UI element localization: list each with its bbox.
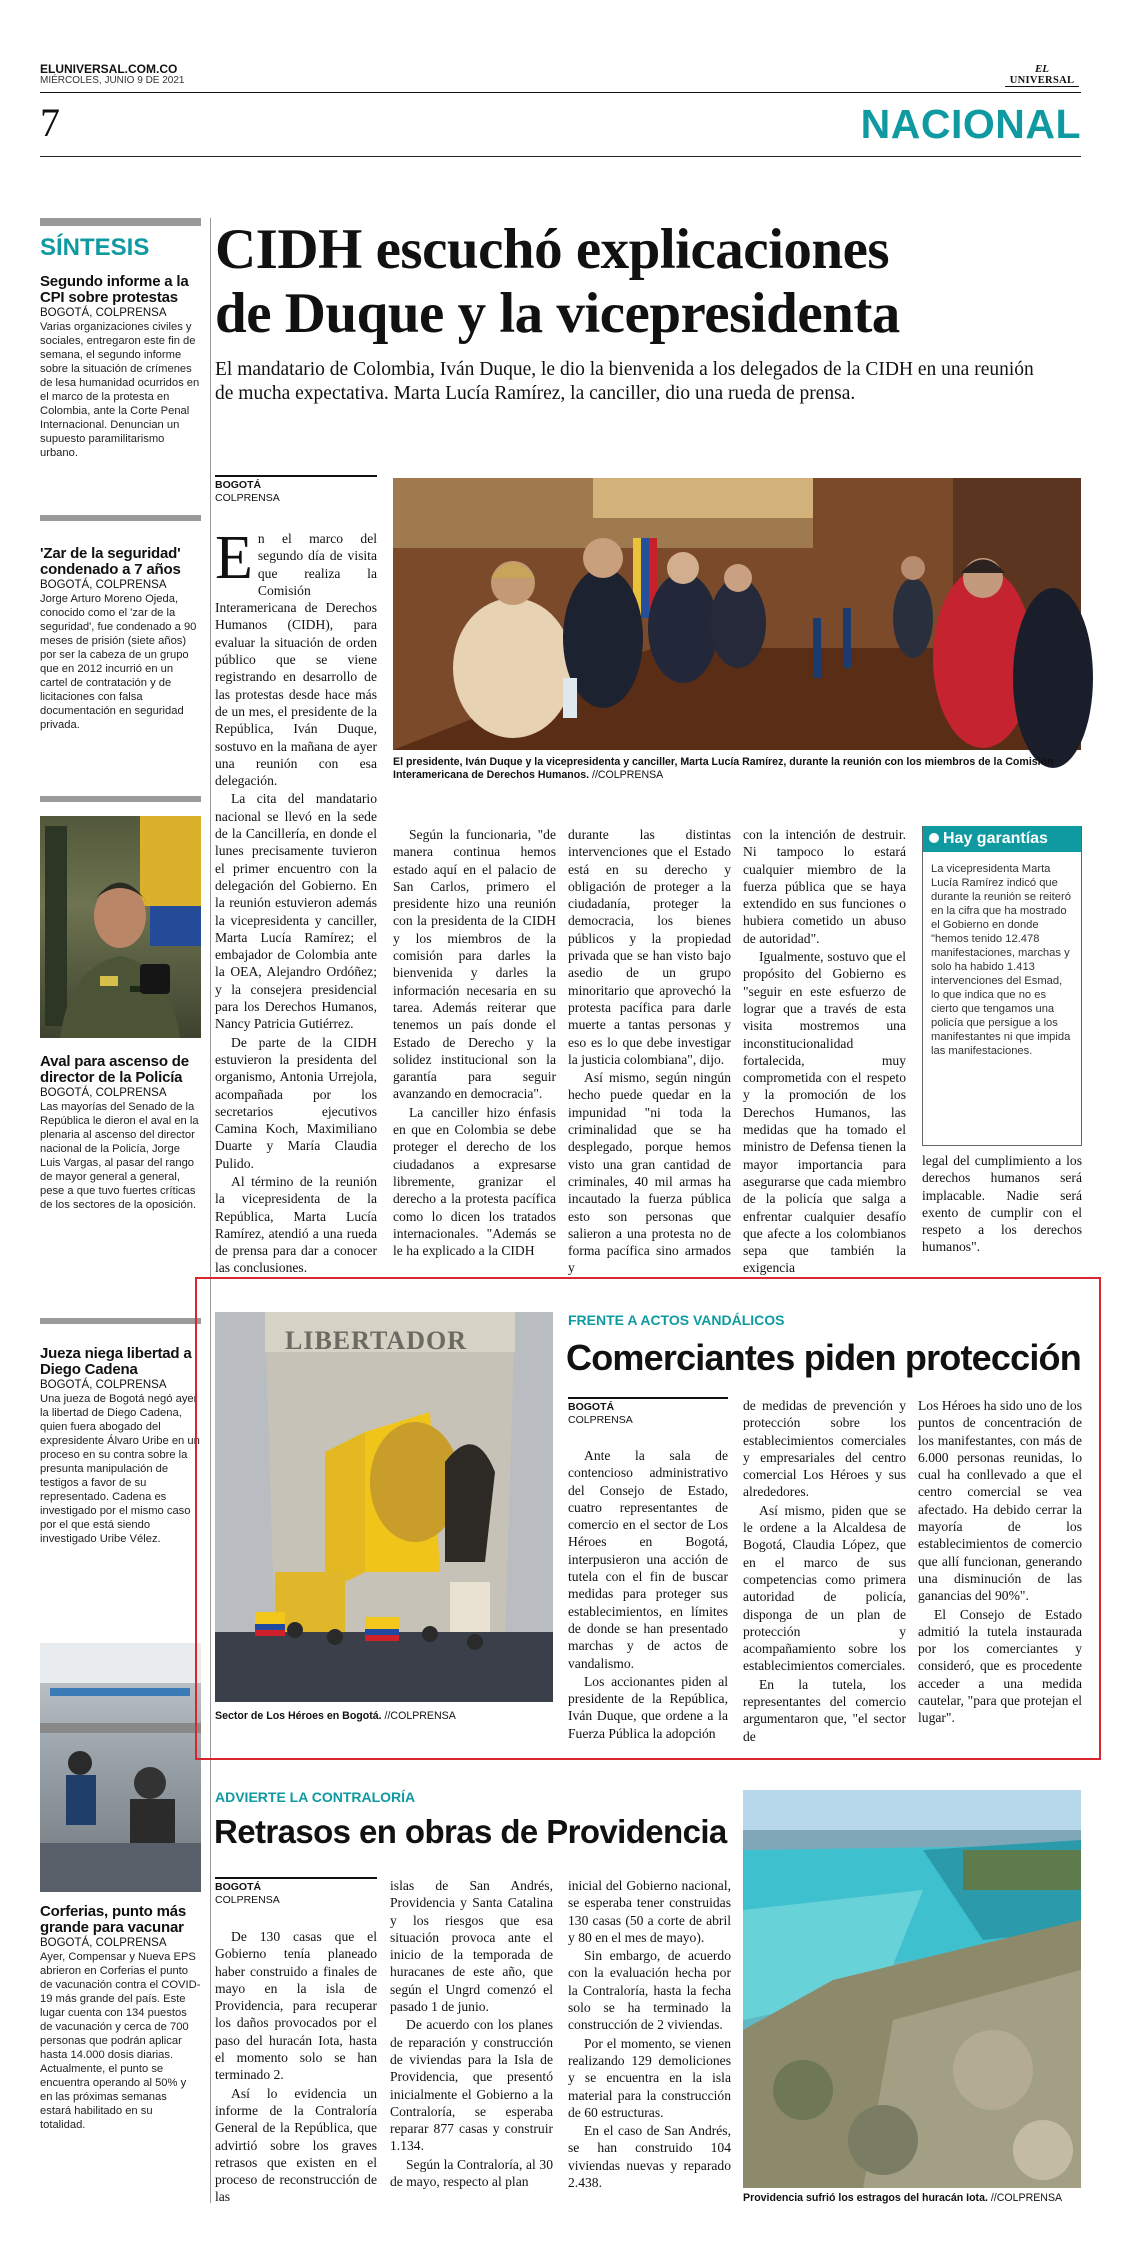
section-rule [40,156,1081,157]
guarantees-box [922,826,1082,1146]
brief-location: BOGOTÁ, COLPRENSA [40,1379,167,1391]
guarantees-box-text: La vicepresidenta Marta Lucía Ramírez indicó que durante la reunión se reiteró en la cifra que ha mostrado el Gobierno en donde "hemos tenido 12.478 manifestaciones, marchas y solo ha habido 1.413 intervenciones del Esmad, lo que indica que no es cierto que tengamos una policía que persigue a los manifestantes ni que impida las manifestaciones. [931,863,1071,1057]
second-column-1: Ante la sala de contencioso administrativo del Consejo de Estado, cuatro representantes de comercio en el sector de Los Héroes en Bogotá, interpusieron una acción de tutela con el fin de buscar medidas para proteger sus establecimientos, en límites de donde se han presentado marchas y de actos de vandalismo. Los accionantes piden al presidente de la República, Iván Duque, que ordene a la Fuerza Pública la adopción [568,1448,728,1741]
brief-text: Jorge Arturo Moreno Ojeda, conocido como el 'zar de la seguridad', fue condenado a 90 meses de prisión (siete años) por ser la cabeza de un grupo que en 2012 incurrió en un cartel de contratación y de licitaciones con falsa documentación en seguridad privada. [40,593,197,731]
masthead-rule [40,92,1081,93]
second-column-3: Los Héroes ha sido uno de los puntos de concentración de los manifestantes, con más de 6.000 personas reunidas, lo cual ha conllevado a que el centro comercial se vea afectado. Ha debido cerrar la mayoría de los establecimientos de comercio que allí funcionan, generando una disminución de las ganancias del 90%". El Consejo de Estado admitió la tutela instaurada por los comerciantes y consideró, que es procedente acceder a una medida cautelar, "para que protejan el lugar". [918,1398,1082,1726]
sidebar-top-bar [40,218,201,226]
brief-headline[interactable]: Segundo informe a la CPI sobre protestas [40,273,189,306]
brief-headline[interactable]: Aval para ascenso de director de la Policía [40,1053,189,1086]
section-title[interactable]: NACIONAL [860,101,1081,147]
lead-column-1: En el marco del segundo día de visita que realiza la Comisión Interamericana de Derechos Humanos (CIDH), para evaluar la situación de orden público que se viene registrando en desarrollo de las protestas desde hace más de un mes, el presidente de la República, Iván Duque, sostuvo en la mañana de ayer una reunión con esa delegación. La cita del mandatario nacional se llevó en la sede de la Cancillería, en donde el lunes precisamente tuvieron el primer encuentro con la delegación del Gobierno. En la reunión estuvieron además la vicepresidenta y canciller, Marta Lucía Ramírez; el embajador de Colombia ante la OEA, Alejandro Ordóñez; y la consejera presidencial para los Derechos Humanos, Nancy Patricia Gutiérrez. De parte de la CIDH estuvieron la presidenta del organismo, Antonia Urrejola, acompañada por los secretarios ejecutivos Camina Koch, Maximiliano Duarte y María Claudia Pulido. Al término de la reunión la vicepresidenta de la República, Marta Lucía Ramírez, atendió a una rueda de prensa para dar a conocer las conclusiones. [215,524,377,1276]
monument-photo [215,1312,553,1702]
lead-headline[interactable]: CIDH escuchó explicaciones de Duque y la vicepresidenta [215,218,900,345]
brief-text: Ayer, Compensar y Nueva EPS abrieron en Corferias el punto de vacunación contra el COVID-19 más grande del país. Este lugar cuenta con 134 puestos de vacunación y cerca de 700 personas que podrán aplicar hasta 14.000 dosis diarias. Actualmente, el punto se encuentra operando al 50% y en las próximas semanas estará habilitado en su totalidad. [40,1951,201,2131]
brief-1[interactable] [40,274,201,499]
brief-location: BOGOTÁ, COLPRENSA [40,1087,167,1099]
third-headline[interactable]: Retrasos en obras de Providencia [214,1813,727,1850]
brief-text: Varias organizaciones civiles y sociales, entregaron este fin de semana, el segundo informe sobre la situación de crímenes de lesa humanidad ocurridos en el marco de la protesta en Colombia, ante la Corte Penal Internacional. Denuncian un supuesto paramilitarismo urbano. [40,321,200,459]
dropcap: E [215,524,253,592]
second-byline: BOGOTÁ COLPRENSA [568,1397,728,1427]
site-url[interactable]: ELUNIVERSAL.COM.CO [40,62,178,76]
lead-column-4: con la intención de destruir. Ni tampoco lo estará cualquier miembro de la fuerza pública que se haya extendido en sus funciones o hubiera cometido un abuso de autoridad". Igualmente, sostuvo que el propósito del Gobierno es "seguir en este esfuerzo de lograr que a través de esta visita mostremos una inconstitucionalidad fortalecida, muy comprometida con el respeto y la promoción de los Derechos Humanos, las medidas que ha tomado el ministro de Defensa tienen la mayor importancia para asegurarse que cada miembro de la policía que salga a enfrentar cualquier desafío que afecte a los colombianos sepa que también la exigencia [743,827,906,1276]
issue-date: MIÉRCOLES, JUNIO 9 DE 2021 [40,75,185,86]
brief-location: BOGOTÁ, COLPRENSA [40,307,167,319]
vaccination-photo [40,1643,201,1892]
second-column-2: de medidas de prevención y protección sobre los establecimientos comerciales y empresariales del centro comercial Los Héroes y sus alrededores. Así mismo, piden que se le ordene a la Alcaldesa de Bogotá, Claudia López, que en el marco de sus competencias como primera autoridad de policía, disponga de un plan de protección y acompañamiento sobre los establecimientos comerciales. En la tutela, los representantes del comercio argumentaron que, "el sector de [743,1398,906,1744]
brief-location: BOGOTÁ, COLPRENSA [40,1937,167,1949]
sidebar-divider [40,796,201,802]
brief-headline[interactable]: 'Zar de la seguridad' condenado a 7 años [40,545,181,578]
brief-4[interactable] [40,1346,201,1578]
sidebar-divider [40,515,201,521]
third-column-2: islas de San Andrés, Providencia y Santa Catalina y los riesgos que esa situación provoca ante el inicio de la temporada de huracanes de este año, que según el Ungrd comenzó el pasado 1 de junio. De acuerdo con los planes de reparación y construcción de viviendas para la Isla de Providencia, que presentó inicialmente el Gobierno a la Contraloría, se esperaba reparar 877 casas y construir 1.134. Según la Contraloría, al 30 de mayo, respecto al plan [390,1878,553,2190]
bullet-icon [929,833,939,843]
lead-photo-caption: El presidente, Iván Duque y la vicepresidenta y canciller, Marta Lucía Ramírez, durante la reunión con los miembros de la Comisión Interamericana de Derechos Humanos. //COLPRENSA [393,756,1054,781]
police-director-photo [40,816,201,1038]
sidebar-title: SÍNTESIS [40,234,150,261]
sidebar-divider [40,1318,201,1324]
lead-deck: El mandatario de Colombia, Iván Duque, le dio la bienvenida a los delegados de la CIDH en una reunión de mucha expectativa. Marta Lucía Ramírez, la canciller, dio una rueda de prensa. [215,359,1034,404]
brief-location: BOGOTÁ, COLPRENSA [40,579,167,591]
third-byline: BOGOTÁ COLPRENSA [215,1877,377,1907]
providencia-photo [743,1790,1081,2188]
lead-column-5: legal del cumplimiento a los derechos humanos será implacable. Nadie será exento de cumplir con el respeto a los derechos humanos". [922,1153,1082,1255]
brief-text: Las mayorías del Senado de la República le dieron el aval en la plenaria al ascenso del director nacional de la Policía, Jorge Luis Vargas, al pasar del rango de mayor general a general, pese a que tuvo fuertes críticas de los sectores de la oposición. [40,1101,199,1211]
newspaper-logo: EL UNIVERSAL [1005,64,1079,87]
sidebar-column-rule [210,218,211,2203]
page-number: 7 [40,100,60,145]
lead-photo [393,478,1081,750]
lead-column-3: durante las distintas intervenciones que el Estado está en su derecho y obligación de proteger a la ciudadanía, proteger la democracia, los bienes públicos y la propiedad privada que se han visto bajo asedio de un grupo minoritario que aprovechó la protesta pacífica para darle muerte a tantas personas y eso es lo que debe investigar la justicia colombiana", dijo. Así mismo, según ningún hecho puede quedar en la impunidad "ni toda la criminalidad que se ha desplegado, porque hemos visto una gran cantidad de criminales, 40 mil armas ha incautado la fuerza pública esto son personas que salieron a una protesta no de forma pacífica sino armados y [568,827,731,1276]
second-kicker: FRENTE A ACTOS VANDÁLICOS [568,1312,785,1328]
third-column-1: De 130 casas que el Gobierno tenía planeado haber construido a finales de mayo en la isla de Providencia, para recuperar los daños provocados por el paso del huracán Iota, hasta el momento solo se han terminado 2. Así lo evidencia un informe de la Contraloría General de la República, que advirtió sobre los graves retrasos que existen en el proceso de reconstrucción de las [215,1929,377,2205]
monument-photo-caption: Sector de Los Héroes en Bogotá. //COLPRENSA [215,1710,456,1722]
brief-text: Una jueza de Bogotá negó ayer la libertad de Diego Cadena, quien fuera abogado del expresidente Álvaro Uribe en un proceso en su contra sobre la presunta manipulación de testigos a favor de su representado. Cadena es investigado por el mismo caso por el que está siendo investigado Uribe Vélez. [40,1393,200,1545]
providencia-photo-caption: Providencia sufrió los estragos del huracán Iota. //COLPRENSA [743,2192,1063,2204]
guarantees-box-header: Hay garantías [923,826,1081,852]
brief-headline[interactable]: Corferias, punto más grande para vacunar [40,1903,187,1936]
brief-3[interactable] [40,1054,201,1299]
third-column-3: inicial del Gobierno nacional, se esperaba tener construidas 130 casas (50 a corte de abril y 80 en el mes de mayo). Sin embargo, de acuerdo con la evaluación hecha por la Contraloría, hasta la fecha solo se ha terminado la construcción de 2 viviendas. Por el momento, se vienen realizando 129 demoliciones y se encuentra en la isla material para la construcción de 60 estructuras. En el caso de San Andrés, se han construido 104 viviendas nuevas y reparado 2.438. [568,1878,731,2191]
brief-headline[interactable]: Jueza niega libertad a Diego Cadena [40,1345,192,1378]
monument-sign: LIBERTADOR [285,1326,467,1355]
second-headline[interactable]: Comerciantes piden protección [566,1337,1081,1378]
lead-column-2: Según la funcionaria, "de manera continua hemos estado aquí en el palacio de San Carlos, primero el presidente hizo una reunión con la presidenta de la CIDH y los miembros de la comisión para darles la bienvenida y darles la información necesaria en su tarea. Además reiterar que tenemos un país donde el Estado de Derecho y la solidez institucional son la garantía para seguir avanzando en democracia". La canciller hizo énfasis en que en Colombia se debe proteger el derecho de los ciudadanos a expresarse libremente, granizar el derecho a la protesta pacífica como lo dicen los tratados internacionales. "Además se le ha explicado a la CIDH [393,827,556,1259]
third-kicker: ADVIERTE LA CONTRALORÍA [215,1789,416,1805]
lead-byline: BOGOTÁ COLPRENSA [215,475,377,505]
brief-5[interactable] [40,1904,201,2204]
brief-2[interactable] [40,546,201,776]
